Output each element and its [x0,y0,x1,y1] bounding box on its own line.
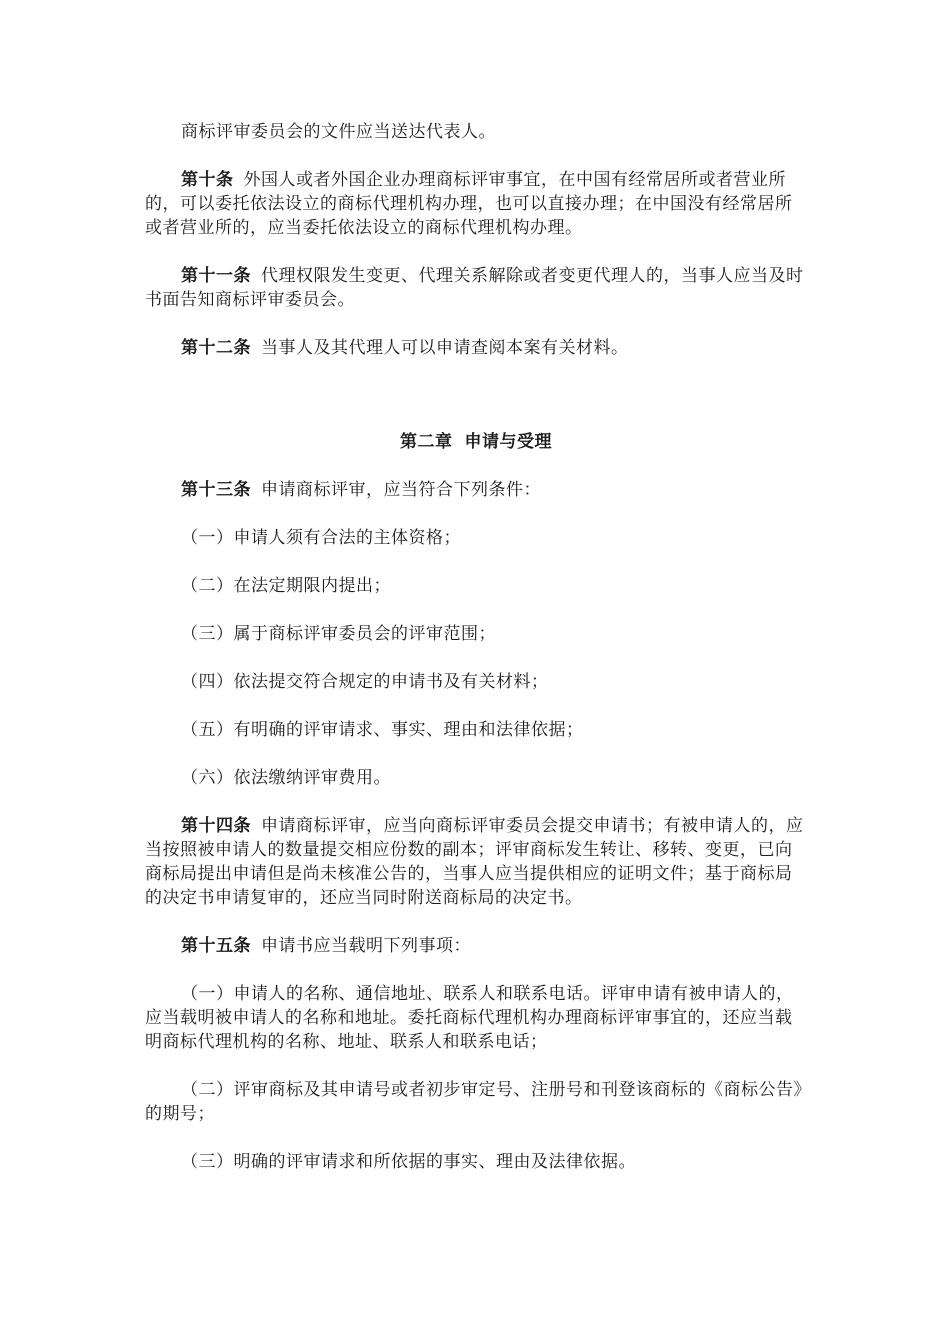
paragraph-text: （二）评审商标及其申请号或者初步审定号、注册号和刊登该商标的《商标公告》的期号； [145,1080,803,1124]
article-number: 第十二条 [181,338,251,358]
article-number: 第十五条 [181,936,251,956]
paragraph [145,814,807,910]
article-number: 第十四条 [181,816,251,836]
article-number: 第十一条 [181,266,251,286]
list-item [145,622,807,646]
paragraph-text: （四）依法提交符合规定的申请书及有关材料； [181,672,549,692]
chapter-number: 第二章 [400,432,453,452]
paragraph-text: 申请商标评审，应当向商标评审委员会提交申请书；有被申请人的，应当按照被申请人的数量提交相应份数的副本；评审商标发生转让、移转、变更，已向商标局提出申请但是尚未核准公告的，当事人应当提供相应的证明文件；基于商标局的决定书申请复审的，还应当同时附送商标局的决定书。 [145,816,804,908]
list-item [145,766,807,790]
paragraph-text: 商标评审委员会的文件应当送达代表人。 [181,122,496,142]
list-item [145,718,807,742]
list-item [145,574,807,598]
paragraph-text: 外国人或者外国企业办理商标评审事宜，在中国有经常居所或者营业所的，可以委托依法设立的商标代理机构办理，也可以直接办理；在中国没有经常居所或者营业所的，应当委托依法设立的商标代理机构办理。 [145,170,793,238]
paragraph-text: （三）属于商标评审委员会的评审范围； [181,624,496,644]
paragraph [145,168,807,240]
list-item [145,526,807,550]
paragraph-text: （六）依法缴纳评审费用。 [181,768,391,788]
paragraph-text: （三）明确的评审请求和所依据的事实、理由及法律依据。 [181,1152,636,1172]
paragraph [145,120,807,144]
paragraph [145,478,807,502]
paragraph-text: （一）申请人须有合法的主体资格； [181,528,461,548]
chapter-title: 申请与受理 [464,432,552,452]
list-item [145,982,807,1054]
paragraph [145,264,807,312]
paragraph-text: 申请商标评审，应当符合下列条件： [261,480,541,500]
paragraph-text: （一）申请人的名称、通信地址、联系人和联系电话。评审申请有被申请人的，应当载明被申请人的名称和地址。委托商标代理机构办理商标评审事宜的，还应当载明商标代理机构的名称、地址、联系人和联系电话； [145,984,794,1052]
list-item [145,1078,807,1126]
paragraph-text: （二）在法定期限内提出； [181,576,391,596]
paragraph-text: （五）有明确的评审请求、事实、理由和法律依据； [181,720,584,740]
chapter-heading [145,430,807,454]
list-item [145,670,807,694]
paragraph-text: 申请书应当载明下列事项： [261,936,471,956]
document-page [145,120,807,1198]
paragraph-text: 代理权限发生变更、代理关系解除或者变更代理人的，当事人应当及时书面告知商标评审委员会。 [145,266,804,310]
paragraph-text: 当事人及其代理人可以申请查阅本案有关材料。 [261,338,629,358]
list-item [145,1150,807,1174]
article-number: 第十条 [181,170,234,190]
article-number: 第十三条 [181,480,251,500]
paragraph [145,336,807,360]
paragraph [145,934,807,958]
